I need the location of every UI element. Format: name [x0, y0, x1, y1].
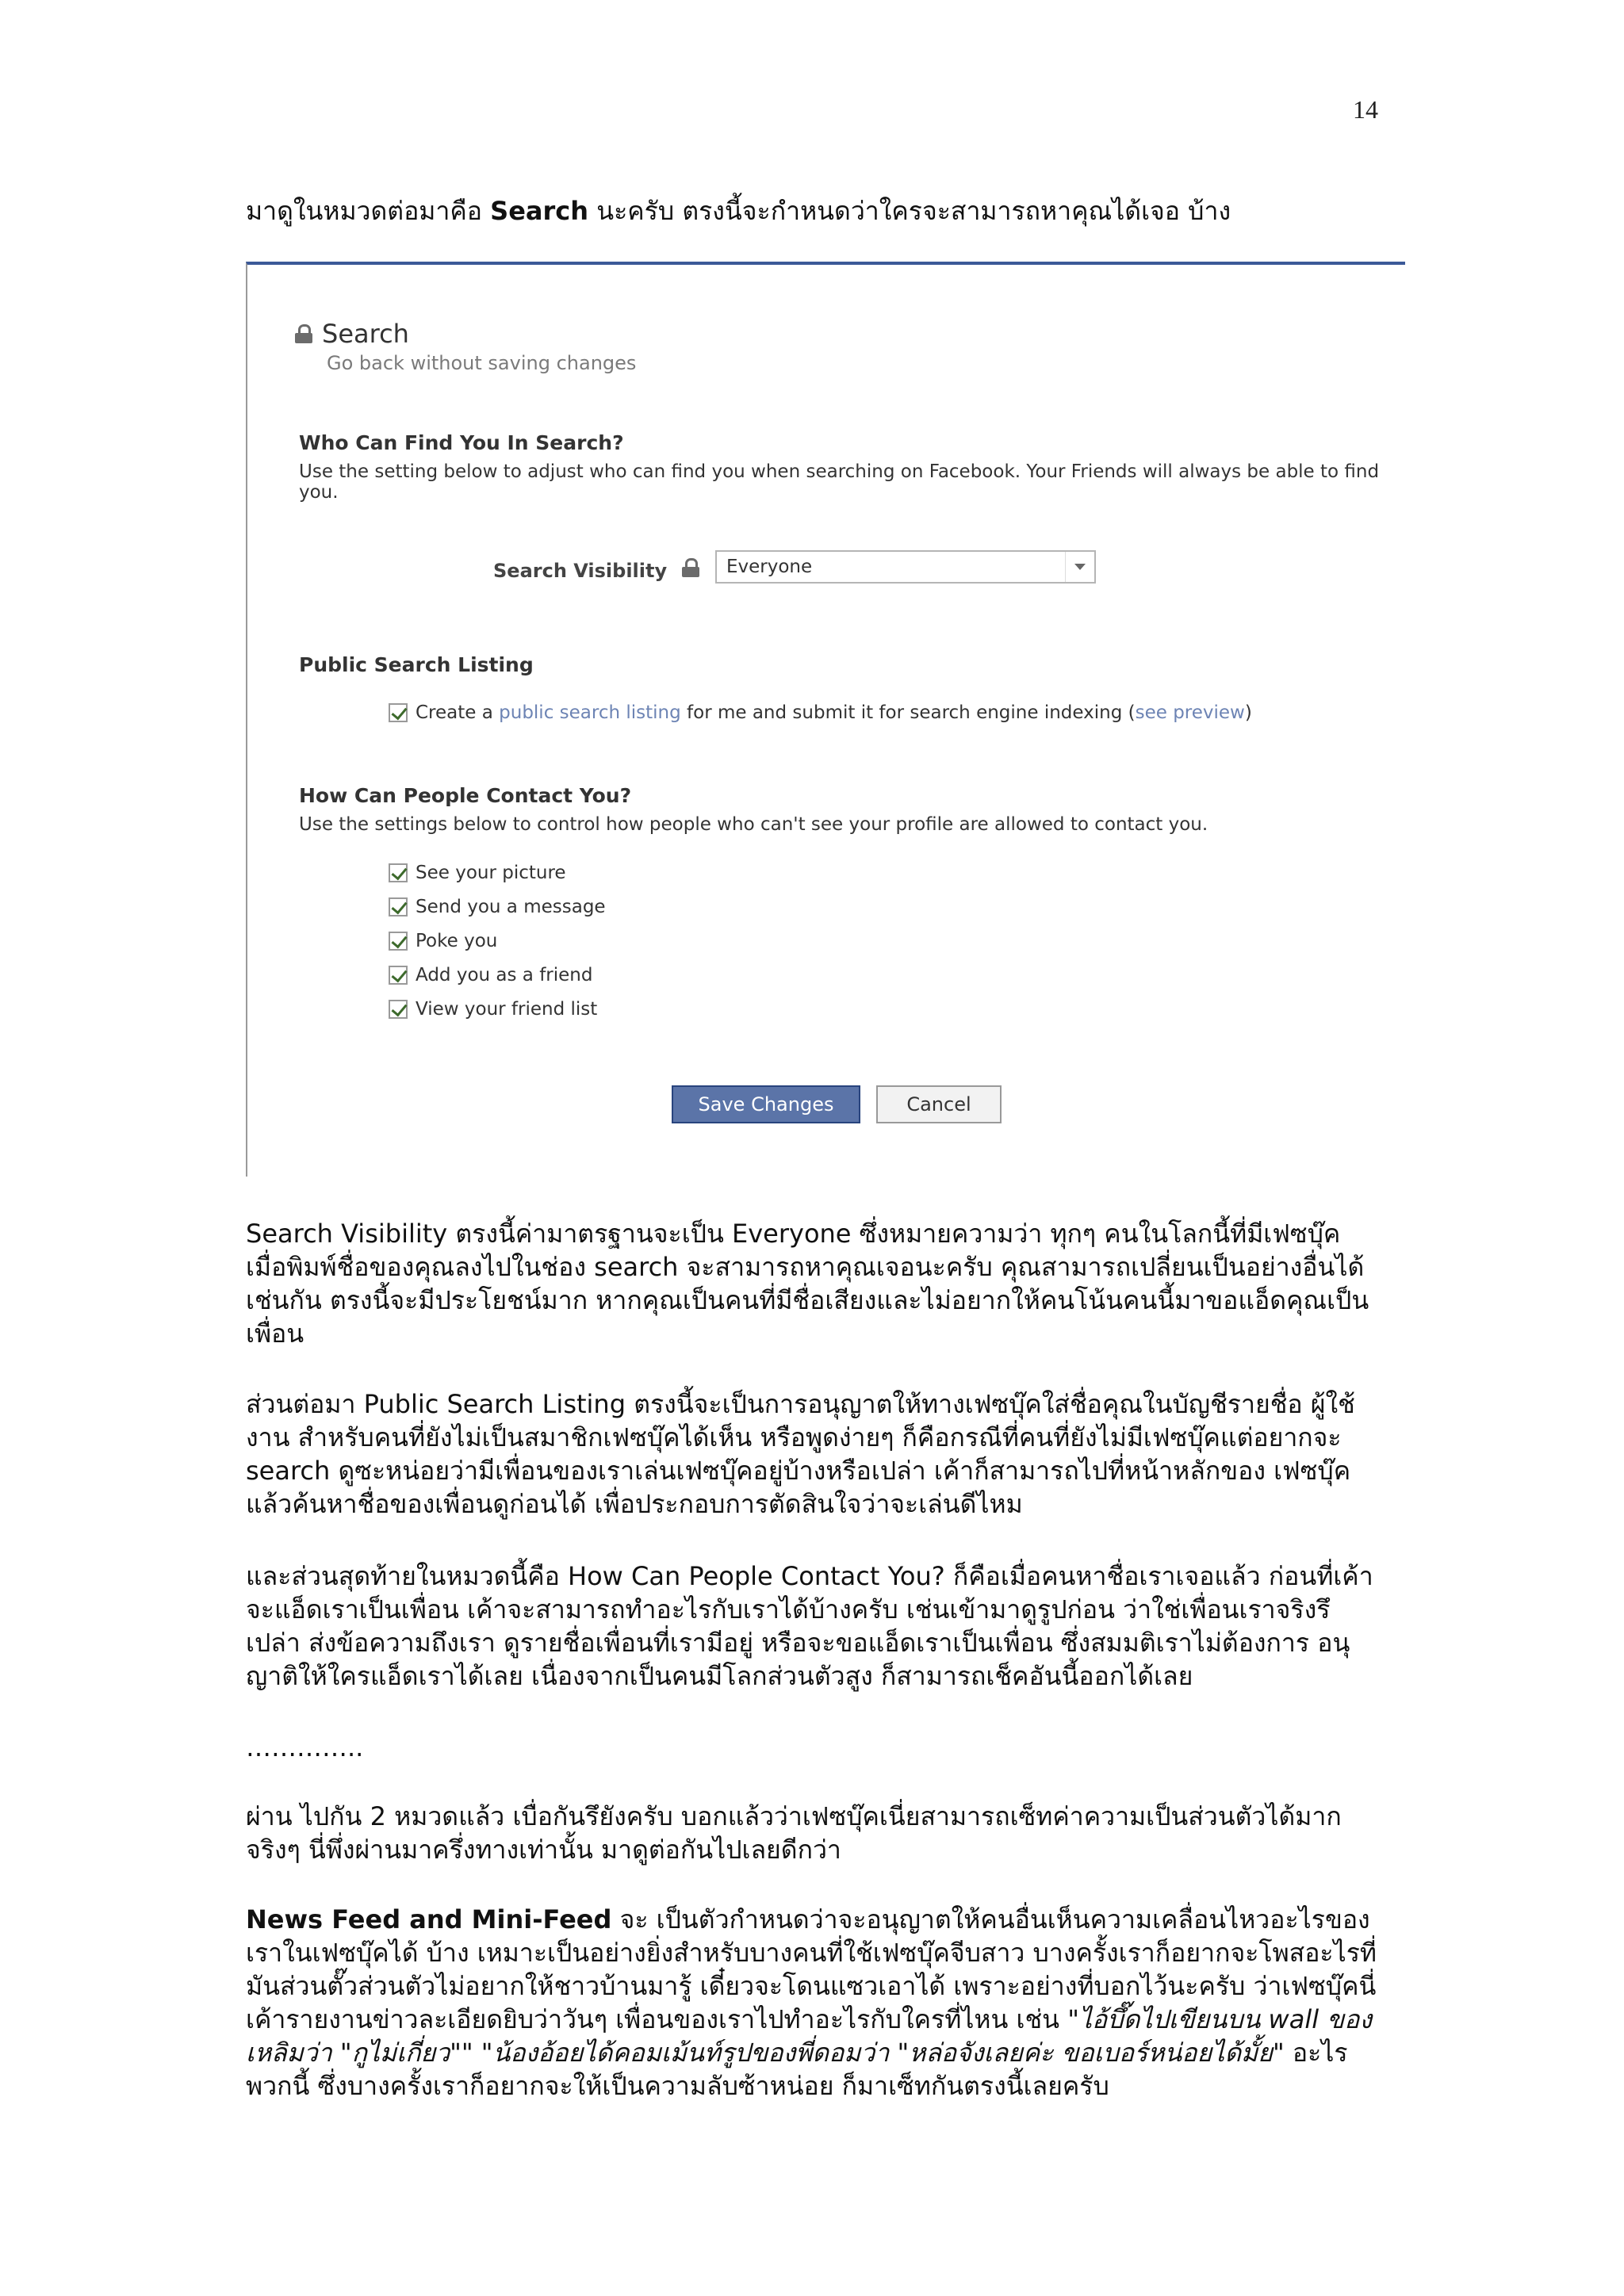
visibility-value: Everyone: [726, 557, 813, 577]
paragraph-contact: และส่วนสุดท้ายในหมวดนี้คือ How Can People Contact You? ก็คือเมื่อคนหาชื่อเราเจอแล้ว ก่อนที่เค้าจะแอ็ดเราเป็นเพื่อน เค้าจะสามารถทำอะไรกับเราได้บ้างครับ เช่นเข้ามาดูรูปก่อน ว่าใช่เพื่อนเราจริงรึ เปล่า ส่งข้อความถึงเรา ดูรายชื่อเพื่อนที่เรามีอยู่ หรือจะขอแอ็ดเราเป็นเพื่อน ซึ่งสมมติเราไม่ต้องการ อนุญาติให้ใครแอ็ดเราได้เลย เนื่องจากเป็นคนมีโลกส่วนตัวสูง ก็สามารถเช็คอันนี้ออกได้เลย: [246, 1561, 1373, 1691]
intro-text: [246, 194, 1396, 228]
page-number: 14: [1353, 95, 1378, 124]
contact-option-label: Send you a message: [416, 897, 606, 917]
dots-separator: …………..: [246, 1732, 364, 1762]
intro-before: มาดูในหมวดต่อมาคือ: [246, 196, 491, 226]
who-heading: Who Can Find You In Search?: [299, 431, 624, 454]
public-cb-text-2: for me and submit it for search engine indexing (: [680, 702, 1136, 723]
settings-title: Search: [322, 319, 409, 349]
public-cb-text-1: Create a: [416, 702, 500, 723]
intro-bold: Search: [490, 196, 589, 226]
contact-option-row[interactable]: [389, 863, 566, 883]
contact-checkbox[interactable]: [389, 1000, 408, 1019]
public-cb-text-3: ): [1244, 702, 1252, 723]
contact-checkbox[interactable]: [389, 897, 408, 916]
news-feed-text: จะ เป็นตัวกำหนดว่าจะอนุญาตให้คนอื่นเห็นความเคลื่อนไหวอะไรของเราในเฟซบุ๊คได้ บ้าง เหมาะเป็นอย่างยิ่งสำหรับบางคนที่ใช้เฟซบุ๊คจีบสาว บางครั้งเราก็อยากจะโพสอะไรที่มันส่วนตั๊วส่วนตัวไม่อยากให้ชาวบ้านมารู้ เดี๋ยวจะโดนแซวเอาได้ เพราะอย่างที่บอกไว้นะครับ ว่าเฟซบุ๊คนี่เค้ารายงานข่าวละเอียดยิบว่าวันๆ เพื่อนของเราไปทำอะไรกับใครที่ไหน เช่น: [246, 1904, 1377, 2034]
intro-after: นะครับ ตรงนี้จะกำหนดว่าใครจะสามารถหาคุณได้เจอ บ้าง: [588, 196, 1231, 226]
public-listing-checkbox-row[interactable]: [389, 702, 1252, 723]
contact-option-row[interactable]: [389, 897, 606, 917]
paragraph-halfway: ผ่าน ไปกัน 2 หมวดแล้ว เบื่อกันรึยังครับ บอกแล้วว่าเฟซบุ๊คเนี่ยสามารถเซ็ทค่าความเป็นส่วนตัวได้มาก จริงๆ นี่พึ่งผ่านมาครึ่งทางเท่านั้น มาดูต่อกันไปเลยดีกว่า: [246, 1801, 1342, 1865]
lock-icon: [295, 324, 312, 343]
public-listing-link[interactable]: public search listing: [499, 702, 681, 723]
cancel-button[interactable]: Cancel: [876, 1085, 1002, 1123]
contact-option-label: Add you as a friend: [416, 965, 593, 985]
visibility-select[interactable]: [715, 550, 1096, 584]
contact-option-row[interactable]: [389, 931, 497, 951]
news-feed-heading: News Feed and Mini-Feed: [246, 1904, 612, 1934]
go-back-link[interactable]: Go back without saving changes: [327, 352, 637, 374]
save-changes-button[interactable]: Save Changes: [672, 1085, 860, 1123]
contact-option-label: Poke you: [416, 931, 498, 951]
dropdown-arrow-box[interactable]: [1065, 552, 1094, 582]
contact-option-label: View your friend list: [416, 999, 598, 1020]
news-feed-examples: "ไอ้บึ๊ดไปเขียนบน wall ของเหลิมว่า "กูไม่เกี่ยว"" "น้องอ้อยได้คอมเม้นท์รูปของพี่ดอมว่า "หล่อจังเลยค่ะ ขอเบอร์หน่อยได้มั้ย": [246, 2004, 1372, 2068]
news-feed-tail: อะไรพวกนี้ ซึ่งบางครั้งเราก็อยากจะให้เป็นความลับซ้าหน่อย ก็มาเซ็ทกันตรงนี้เลยครับ: [246, 2038, 1348, 2101]
who-description: Use the setting below to adjust who can find you when searching on Facebook. Your Friends will always be able to find you.: [299, 461, 1380, 503]
chevron-down-icon: [1074, 564, 1086, 570]
contact-option-row[interactable]: [389, 999, 597, 1020]
paragraph-news-feed: [246, 1903, 1388, 2103]
paragraph-search-visibility: Search Visibility ตรงนี้ค่ามาตรฐานจะเป็น Everyone ซึ่งหมายความว่า ทุกๆ คนในโลกนี้ที่มีเฟซบุ๊ค เมื่อพิมพ์ชื่อของคุณลงไปในช่อง search จะสามารถหาคุณเจอนะครับ คุณสามารถเปลี่ยนเป็นอย่างอื่นได้ เช่นกัน ตรงนี้จะมีประโยชน์มาก หากคุณเป็นคนที่มีชื่อเสียงและไม่อยากให้คนโน้นคนนี้มาขอแอ็ดคุณเป็น เพื่อน: [246, 1219, 1369, 1349]
visibility-label: Search Visibility: [493, 560, 668, 582]
settings-screenshot: [246, 262, 1405, 1177]
see-preview-link[interactable]: see preview: [1135, 702, 1245, 723]
contact-checkbox[interactable]: [389, 863, 408, 882]
public-listing-label: [416, 702, 1252, 723]
contact-heading: How Can People Contact You?: [299, 784, 632, 807]
search-title-row: [295, 319, 409, 349]
public-heading: Public Search Listing: [299, 653, 534, 676]
contact-checkbox[interactable]: [389, 966, 408, 985]
paragraph-public-listing: ส่วนต่อมา Public Search Listing ตรงนี้จะเป็นการอนุญาตให้ทางเฟซบุ๊คใส่ชื่อคุณในบัญชีรายชื่อ ผู้ใช้งาน สำหรับคนที่ยังไม่เป็นสมาชิกเฟซบุ๊คได้เห็น หรือพูดง่ายๆ ก็คือกรณีที่คนที่ยังไม่มีเฟซบุ๊คแต่อยากจะ search ดูซะหน่อยว่ามีเพื่อนของเราเล่นเฟซบุ๊คอยู่บ้างหรือเปล่า เค้าก็สามารถไปที่หน้าหลักของ เฟซบุ๊คแล้วค้นหาชื่อของเพื่อนดูก่อนได้ เพื่อประกอบการตัดสินใจว่าจะเล่นดีไหม: [246, 1389, 1355, 1519]
public-listing-checkbox[interactable]: [389, 703, 408, 722]
visibility-lock-icon: [682, 558, 699, 577]
contact-option-row[interactable]: [389, 965, 592, 985]
contact-option-label: See your picture: [416, 863, 566, 883]
contact-checkbox[interactable]: [389, 932, 408, 951]
contact-description: Use the settings below to control how people who can't see your profile are allowed to contact you.: [299, 814, 1208, 835]
